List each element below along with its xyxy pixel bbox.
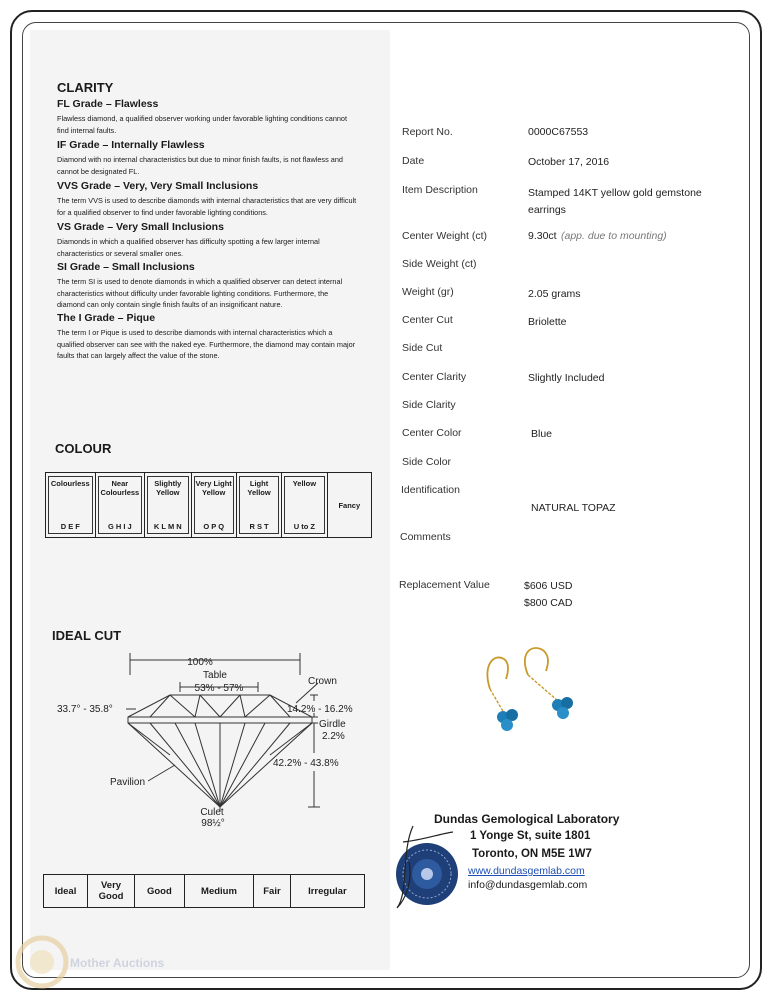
item-description-value: Stamped 14KT yellow gold gemstone earrings: [528, 187, 702, 216]
report-no-value: 0000C67553: [528, 126, 589, 138]
culet-label: Culet: [200, 807, 224, 818]
lab-name: Dundas Gemological Laboratory: [434, 812, 620, 826]
pavilion-depth-label: 42.2% - 43.8%: [273, 758, 339, 769]
clarity-vs-desc: Diamonds in which a qualified observer has difficulty spotting a few larger internal characteristics or several smaller ones.: [57, 237, 320, 258]
culet-value-label: 98½°: [201, 818, 225, 829]
center-cut-label: Center Cut: [402, 314, 453, 326]
colour-cell: Colourless D E F: [46, 473, 96, 538]
girdle-label: Girdle: [319, 719, 346, 730]
clarity-i-desc: The term I or Pique is used to describe diamonds with internal characteristics which a qualified observer can see with the naked eye. Furthermore, the diamond may contain major faults that can largely affect the value of the stone.: [57, 328, 356, 360]
cut-grade-cell: Good: [135, 875, 185, 908]
cut-grade-cell: Fair: [254, 875, 291, 908]
clarity-i-title: The I Grade – Pique: [57, 312, 156, 324]
clarity-vs-title: VS Grade – Very Small Inclusions: [57, 221, 224, 233]
identification-value: NATURAL TOPAZ: [531, 502, 616, 514]
center-weight-label: Center Weight (ct): [402, 230, 487, 242]
weight-gr-value: 2.05 grams: [528, 288, 581, 300]
clarity-heading: CLARITY: [57, 80, 114, 95]
table-range-label: 53% - 57%: [194, 683, 244, 694]
center-weight-note: (app. due to mounting): [561, 230, 667, 242]
replacement-value-label: Replacement Value: [399, 579, 490, 591]
cut-grade-table: [43, 874, 365, 908]
center-clarity-label: Center Clarity: [402, 371, 467, 383]
center-weight-value: 9.30ct: [528, 230, 557, 242]
weight-gr-label: Weight (gr): [402, 286, 454, 298]
table-label: Table: [203, 670, 227, 681]
replacement-value-usd: $606 USD: [524, 580, 573, 592]
clarity-fl-desc: Flawless diamond, a qualified observer working under favorable lighting conditions cannot find internal faults.: [57, 114, 348, 135]
clarity-si-title: SI Grade – Small Inclusions: [57, 261, 195, 273]
ideal-cut-heading: IDEAL CUT: [52, 628, 122, 643]
lab-address-line2: Toronto, ON M5E 1W7: [472, 848, 592, 860]
hologram-seal-and-signature: [383, 822, 468, 914]
clarity-fl-title: FL Grade – Flawless: [57, 98, 159, 110]
item-description-label: Item Description: [402, 184, 478, 196]
cut-grade-cell: Medium: [184, 875, 253, 908]
lab-website-link[interactable]: www.dundasgemlab.com: [468, 865, 585, 877]
clarity-vvs-title: VVS Grade – Very, Very Small Inclusions: [57, 180, 259, 192]
colour-cell: Light Yellow R S T: [236, 473, 281, 538]
diamond-cut-diagram: [40, 645, 380, 835]
colour-scale-table: [45, 472, 372, 538]
clarity-si-desc: The term SI is used to denote diamonds in which a qualified observer can detect internal characteristics without difficulty under favorable lighting conditions. Furthermore, the diamond can only contain single finish faults of an insignificant nature.: [57, 277, 343, 309]
clarity-if-title: IF Grade – Internally Flawless: [57, 139, 205, 151]
colour-cell: Fancy: [327, 473, 371, 538]
colour-heading: COLOUR: [55, 441, 112, 456]
lab-address-line1: 1 Yonge St, suite 1801: [470, 830, 591, 842]
date-label: Date: [402, 155, 425, 167]
side-weight-label: Side Weight (ct): [402, 258, 477, 270]
cut-grade-cell: Irregular: [290, 875, 364, 908]
lab-email[interactable]: info@dundasgemlab.com: [468, 879, 588, 891]
clarity-if-desc: Diamond with no internal characteristics but due to minor finish faults, is not flawless and cannot be designated FL.: [57, 155, 343, 176]
center-color-label: Center Color: [402, 427, 462, 439]
crown-angle-label: 33.7° - 35.8°: [57, 704, 113, 715]
colour-cell: Yellow U to Z: [282, 473, 327, 538]
cut-grade-cell: Very Good: [88, 875, 135, 908]
crown-label: Crown: [308, 676, 337, 687]
identification-label: Identification: [401, 484, 460, 496]
colour-cell: Slightly Yellow K L M N: [145, 473, 191, 538]
pavilion-label: Pavilion: [110, 777, 146, 788]
clarity-vvs-desc: The term VVS is used to describe diamonds with internal characteristics that are very difficult for a qualified observer to find under favorable lighting conditions.: [57, 196, 357, 217]
side-cut-label: Side Cut: [402, 342, 443, 354]
side-clarity-label: Side Clarity: [402, 399, 456, 411]
date-value: October 17, 2016: [528, 156, 610, 168]
side-color-label: Side Color: [402, 456, 452, 468]
auction-watermark-logo: [12, 932, 165, 992]
width-percentage-label: 100%: [187, 657, 213, 668]
replacement-value-cad: $800 CAD: [524, 597, 573, 609]
crown-height-label: 14.2% - 16.2%: [287, 704, 353, 715]
comments-label: Comments: [400, 531, 451, 543]
earrings-photo: [470, 645, 620, 745]
svg-text:Mother Auctions: Mother Auctions: [70, 956, 165, 970]
girdle-value-label: 2.2%: [322, 731, 345, 742]
colour-cell: Near Colourless G H I J: [95, 473, 145, 538]
center-color-value: Blue: [531, 428, 553, 440]
center-cut-value: Briolette: [528, 316, 567, 328]
report-no-label: Report No.: [402, 126, 453, 138]
colour-cell: Very Light Yellow O P Q: [191, 473, 236, 538]
cut-grade-cell: Ideal: [44, 875, 88, 908]
center-clarity-value: Slightly Included: [528, 372, 605, 384]
